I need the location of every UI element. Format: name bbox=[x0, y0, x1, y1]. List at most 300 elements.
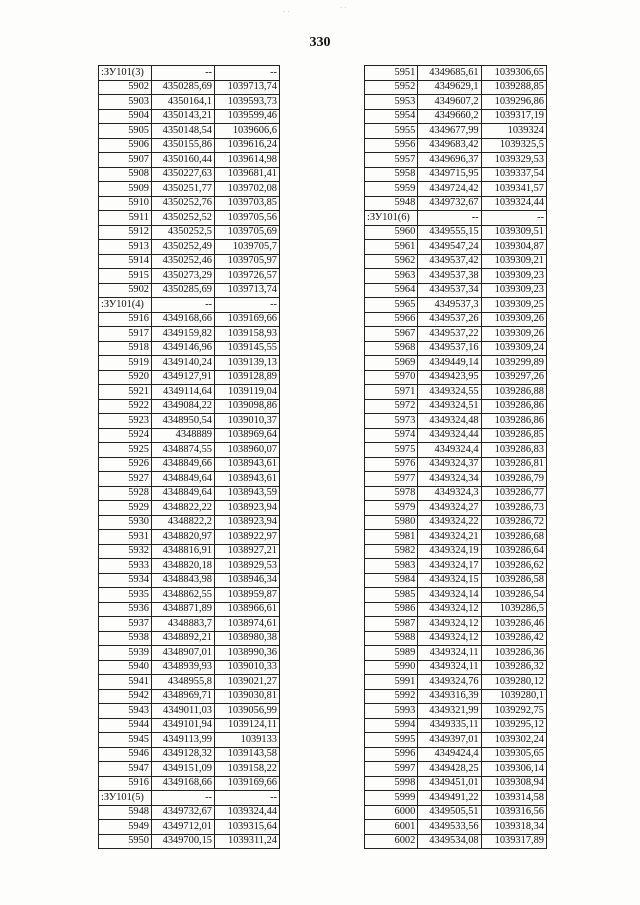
y-coordinate-cell: 1038922,97 bbox=[215, 530, 280, 545]
land-plot-label-cell: :ЗУ101(5) bbox=[99, 791, 152, 806]
point-number-cell: 5914 bbox=[99, 254, 152, 269]
y-coordinate-cell: 1039309,51 bbox=[481, 225, 546, 240]
point-number-cell: 5967 bbox=[365, 327, 418, 342]
y-coordinate-cell: 1039309,21 bbox=[481, 254, 546, 269]
x-coordinate-cell: 4348874,55 bbox=[152, 443, 215, 458]
y-coordinate-cell: 1039286,86 bbox=[481, 399, 546, 414]
point-number-cell: 5983 bbox=[365, 559, 418, 574]
point-number-cell: 5963 bbox=[365, 269, 418, 284]
table-row bbox=[99, 501, 280, 516]
y-coordinate-cell: 1039286,32 bbox=[481, 660, 546, 675]
y-coordinate-cell: 1039133 bbox=[215, 733, 280, 748]
x-coordinate-cell: 4349537,34 bbox=[418, 283, 481, 298]
x-coordinate-cell: 4349324,34 bbox=[418, 472, 481, 487]
x-coordinate-cell: 4349324,37 bbox=[418, 457, 481, 472]
x-coordinate-cell: 4349397,01 bbox=[418, 733, 481, 748]
point-number-cell: 5923 bbox=[99, 414, 152, 429]
point-number-cell: 5950 bbox=[99, 834, 152, 849]
point-number-cell: 5975 bbox=[365, 443, 418, 458]
x-coordinate-cell: 4349151,09 bbox=[152, 762, 215, 777]
x-coordinate-cell: 4349537,38 bbox=[418, 269, 481, 284]
table-row bbox=[365, 138, 547, 153]
table-row bbox=[365, 225, 547, 240]
x-coordinate-cell: 4350160,44 bbox=[152, 153, 215, 168]
y-coordinate-cell: 1039318,34 bbox=[481, 820, 546, 835]
x-coordinate-cell: 4349101,94 bbox=[152, 718, 215, 733]
table-row bbox=[99, 95, 280, 110]
table-row bbox=[365, 660, 547, 675]
table-row bbox=[99, 138, 280, 153]
point-number-cell: 5954 bbox=[365, 109, 418, 124]
y-coordinate-cell: 1039021,27 bbox=[215, 675, 280, 690]
x-coordinate-cell: 4350227,63 bbox=[152, 167, 215, 182]
x-coordinate-cell: 4349324,12 bbox=[418, 631, 481, 646]
x-coordinate-cell: 4349537,16 bbox=[418, 341, 481, 356]
y-coordinate-cell: 1039139,13 bbox=[215, 356, 280, 371]
x-coordinate-cell: 4349324,14 bbox=[418, 588, 481, 603]
x-coordinate-cell: -- bbox=[152, 66, 215, 81]
y-coordinate-cell: 1039030,81 bbox=[215, 689, 280, 704]
x-coordinate-cell: 4350285,69 bbox=[152, 283, 215, 298]
table-row bbox=[99, 776, 280, 791]
point-number-cell: 5948 bbox=[99, 805, 152, 820]
table-row bbox=[99, 443, 280, 458]
point-number-cell: 5936 bbox=[99, 602, 152, 617]
y-coordinate-cell: 1039158,22 bbox=[215, 762, 280, 777]
table-row bbox=[99, 370, 280, 385]
table-row bbox=[99, 182, 280, 197]
x-coordinate-cell: 4349324,22 bbox=[418, 515, 481, 530]
x-coordinate-cell: 4349324,21 bbox=[418, 530, 481, 545]
y-coordinate-cell: 1039286,79 bbox=[481, 472, 546, 487]
y-coordinate-cell: 1039128,89 bbox=[215, 370, 280, 385]
x-coordinate-cell: 4348816,91 bbox=[152, 544, 215, 559]
x-coordinate-cell: 4349324,12 bbox=[418, 602, 481, 617]
x-coordinate-cell: 4348820,97 bbox=[152, 530, 215, 545]
x-coordinate-cell: 4348955,8 bbox=[152, 675, 215, 690]
point-number-cell: 5955 bbox=[365, 124, 418, 139]
x-coordinate-cell: 4349547,24 bbox=[418, 240, 481, 255]
x-coordinate-cell: 4349335,11 bbox=[418, 718, 481, 733]
y-coordinate-cell: 1039593,73 bbox=[215, 95, 280, 110]
point-number-cell: 5989 bbox=[365, 646, 418, 661]
point-number-cell: 5949 bbox=[99, 820, 152, 835]
table-row bbox=[99, 80, 280, 95]
table-row bbox=[365, 515, 547, 530]
table-row bbox=[99, 428, 280, 443]
point-number-cell: 5931 bbox=[99, 530, 152, 545]
y-coordinate-cell: 1039304,87 bbox=[481, 240, 546, 255]
point-number-cell: 5952 bbox=[365, 80, 418, 95]
x-coordinate-cell: 4349683,42 bbox=[418, 138, 481, 153]
table-row bbox=[365, 733, 547, 748]
table-row bbox=[365, 312, 547, 327]
y-coordinate-cell: 1039311,24 bbox=[215, 834, 280, 849]
x-coordinate-cell: 4348862,55 bbox=[152, 588, 215, 603]
x-coordinate-cell: 4349685,61 bbox=[418, 66, 481, 81]
point-number-cell: 5984 bbox=[365, 573, 418, 588]
y-coordinate-cell: 1039309,26 bbox=[481, 312, 546, 327]
point-number-cell: 5924 bbox=[99, 428, 152, 443]
y-coordinate-cell: 1039705,69 bbox=[215, 225, 280, 240]
x-coordinate-cell: 4349140,24 bbox=[152, 356, 215, 371]
y-coordinate-cell: 1039306,14 bbox=[481, 762, 546, 777]
table-row bbox=[99, 747, 280, 762]
y-coordinate-cell: 1039286,72 bbox=[481, 515, 546, 530]
table-group-header-row bbox=[99, 298, 280, 313]
x-coordinate-cell: 4349607,2 bbox=[418, 95, 481, 110]
table-row bbox=[365, 80, 547, 95]
y-coordinate-cell: 1039286,88 bbox=[481, 385, 546, 400]
point-number-cell: 5995 bbox=[365, 733, 418, 748]
x-coordinate-cell: 4350285,69 bbox=[152, 80, 215, 95]
table-row bbox=[99, 588, 280, 603]
y-coordinate-cell: 1039315,64 bbox=[215, 820, 280, 835]
x-coordinate-cell: 4349324,51 bbox=[418, 399, 481, 414]
y-coordinate-cell: 1039169,66 bbox=[215, 776, 280, 791]
y-coordinate-cell: 1039324 bbox=[481, 124, 546, 139]
point-number-cell: 5913 bbox=[99, 240, 152, 255]
x-coordinate-cell: 4349113,99 bbox=[152, 733, 215, 748]
point-number-cell: 5979 bbox=[365, 501, 418, 516]
y-coordinate-cell: 1039309,25 bbox=[481, 298, 546, 313]
point-number-cell: 5939 bbox=[99, 646, 152, 661]
table-row bbox=[99, 573, 280, 588]
point-number-cell: 6001 bbox=[365, 820, 418, 835]
point-number-cell: 5904 bbox=[99, 109, 152, 124]
y-coordinate-cell: 1039705,7 bbox=[215, 240, 280, 255]
point-number-cell: 5912 bbox=[99, 225, 152, 240]
table-row bbox=[365, 573, 547, 588]
y-coordinate-cell: 1039286,68 bbox=[481, 530, 546, 545]
y-coordinate-cell: 1039316,56 bbox=[481, 805, 546, 820]
point-number-cell: 5972 bbox=[365, 399, 418, 414]
x-coordinate-cell: 4350252,5 bbox=[152, 225, 215, 240]
point-number-cell: 5973 bbox=[365, 414, 418, 429]
x-coordinate-cell: 4349127,91 bbox=[152, 370, 215, 385]
y-coordinate-cell: 1039295,12 bbox=[481, 718, 546, 733]
point-number-cell: 5944 bbox=[99, 718, 152, 733]
point-number-cell: 5903 bbox=[99, 95, 152, 110]
y-coordinate-cell: 1039614,98 bbox=[215, 153, 280, 168]
table-row bbox=[365, 341, 547, 356]
y-coordinate-cell: 1038923,94 bbox=[215, 501, 280, 516]
point-number-cell: 5908 bbox=[99, 167, 152, 182]
x-coordinate-cell: 4349424,4 bbox=[418, 747, 481, 762]
x-coordinate-cell: 4349449,14 bbox=[418, 356, 481, 371]
y-coordinate-cell: 1039119,04 bbox=[215, 385, 280, 400]
y-coordinate-cell: 1038974,61 bbox=[215, 617, 280, 632]
x-coordinate-cell: 4349423,95 bbox=[418, 370, 481, 385]
y-coordinate-cell: 1039314,58 bbox=[481, 791, 546, 806]
point-number-cell: 5933 bbox=[99, 559, 152, 574]
point-number-cell: 5958 bbox=[365, 167, 418, 182]
y-coordinate-cell: 1039726,57 bbox=[215, 269, 280, 284]
x-coordinate-cell: 4349537,22 bbox=[418, 327, 481, 342]
table-row bbox=[365, 167, 547, 182]
table-row bbox=[99, 225, 280, 240]
x-coordinate-cell: 4349324,48 bbox=[418, 414, 481, 429]
table-row bbox=[365, 559, 547, 574]
x-coordinate-cell: 4348889 bbox=[152, 428, 215, 443]
point-number-cell: 5946 bbox=[99, 747, 152, 762]
x-coordinate-cell: 4350164,1 bbox=[152, 95, 215, 110]
table-row bbox=[365, 689, 547, 704]
y-coordinate-cell: 1039341,57 bbox=[481, 182, 546, 197]
point-number-cell: 5968 bbox=[365, 341, 418, 356]
table-row bbox=[365, 834, 547, 849]
y-coordinate-cell: 1039317,19 bbox=[481, 109, 546, 124]
table-row bbox=[365, 240, 547, 255]
table-row bbox=[99, 733, 280, 748]
y-coordinate-cell: 1039606,6 bbox=[215, 124, 280, 139]
x-coordinate-cell: 4349128,32 bbox=[152, 747, 215, 762]
table-row bbox=[365, 747, 547, 762]
table-row bbox=[99, 762, 280, 777]
table-row bbox=[99, 240, 280, 255]
y-coordinate-cell: 1039280,12 bbox=[481, 675, 546, 690]
point-number-cell: 5929 bbox=[99, 501, 152, 516]
point-number-cell: 5902 bbox=[99, 283, 152, 298]
x-coordinate-cell: 4349700,15 bbox=[152, 834, 215, 849]
x-coordinate-cell: 4348871,89 bbox=[152, 602, 215, 617]
table-row bbox=[99, 327, 280, 342]
y-coordinate-cell: 1039296,86 bbox=[481, 95, 546, 110]
table-row bbox=[365, 385, 547, 400]
table-row bbox=[99, 211, 280, 226]
y-coordinate-cell: 1039702,08 bbox=[215, 182, 280, 197]
y-coordinate-cell: 1039337,54 bbox=[481, 167, 546, 182]
land-plot-label-cell: :ЗУ101(4) bbox=[99, 298, 152, 313]
point-number-cell: 5926 bbox=[99, 457, 152, 472]
y-coordinate-cell: 1039169,66 bbox=[215, 312, 280, 327]
y-coordinate-cell: 1039143,58 bbox=[215, 747, 280, 762]
point-number-cell: 5941 bbox=[99, 675, 152, 690]
point-number-cell: 5957 bbox=[365, 153, 418, 168]
y-coordinate-cell: 1039158,93 bbox=[215, 327, 280, 342]
y-coordinate-cell: 1039309,26 bbox=[481, 327, 546, 342]
table-row bbox=[99, 109, 280, 124]
table-row bbox=[365, 254, 547, 269]
table-row bbox=[365, 109, 547, 124]
point-number-cell: 5996 bbox=[365, 747, 418, 762]
y-coordinate-cell: 1039329,53 bbox=[481, 153, 546, 168]
x-coordinate-cell: 4349324,11 bbox=[418, 660, 481, 675]
point-number-cell: 5919 bbox=[99, 356, 152, 371]
point-number-cell: 5986 bbox=[365, 602, 418, 617]
x-coordinate-cell: 4349324,76 bbox=[418, 675, 481, 690]
y-coordinate-cell: 1039309,23 bbox=[481, 269, 546, 284]
table-row bbox=[99, 646, 280, 661]
y-coordinate-cell: 1039286,86 bbox=[481, 414, 546, 429]
point-number-cell: 5937 bbox=[99, 617, 152, 632]
point-number-cell: 5956 bbox=[365, 138, 418, 153]
point-number-cell: 5940 bbox=[99, 660, 152, 675]
point-number-cell: 5966 bbox=[365, 312, 418, 327]
table-row bbox=[99, 834, 280, 849]
point-number-cell: 5969 bbox=[365, 356, 418, 371]
y-coordinate-cell: 1039309,23 bbox=[481, 283, 546, 298]
x-coordinate-cell: 4349324,11 bbox=[418, 646, 481, 661]
point-number-cell: 5907 bbox=[99, 153, 152, 168]
coordinates-table-right bbox=[364, 65, 547, 849]
x-coordinate-cell: 4348822,22 bbox=[152, 501, 215, 516]
table-row bbox=[99, 269, 280, 284]
x-coordinate-cell: 4350155,86 bbox=[152, 138, 215, 153]
y-coordinate-cell: 1038943,61 bbox=[215, 472, 280, 487]
point-number-cell: 5942 bbox=[99, 689, 152, 704]
table-row bbox=[365, 428, 547, 443]
point-number-cell: 5982 bbox=[365, 544, 418, 559]
x-coordinate-cell: 4349715,95 bbox=[418, 167, 481, 182]
x-coordinate-cell: 4348883,7 bbox=[152, 617, 215, 632]
table-row bbox=[99, 399, 280, 414]
table-row bbox=[99, 385, 280, 400]
table-group-header-row bbox=[99, 791, 280, 806]
x-coordinate-cell: -- bbox=[152, 791, 215, 806]
point-number-cell: 5948 bbox=[365, 196, 418, 211]
y-coordinate-cell: 1039124,11 bbox=[215, 718, 280, 733]
x-coordinate-cell: 4348820,18 bbox=[152, 559, 215, 574]
x-coordinate-cell: 4349537,3 bbox=[418, 298, 481, 313]
y-coordinate-cell: 1039309,24 bbox=[481, 341, 546, 356]
table-row bbox=[99, 414, 280, 429]
table-row bbox=[99, 515, 280, 530]
table-row bbox=[365, 327, 547, 342]
x-coordinate-cell: 4349168,66 bbox=[152, 776, 215, 791]
x-coordinate-cell: 4349629,1 bbox=[418, 80, 481, 95]
x-coordinate-cell: 4349534,08 bbox=[418, 834, 481, 849]
x-coordinate-cell: 4348849,64 bbox=[152, 486, 215, 501]
page-number: 330 bbox=[309, 35, 331, 50]
y-coordinate-cell: 1039713,74 bbox=[215, 283, 280, 298]
x-coordinate-cell: 4349724,42 bbox=[418, 182, 481, 197]
table-row bbox=[99, 675, 280, 690]
point-number-cell: 5945 bbox=[99, 733, 152, 748]
table-row bbox=[365, 298, 547, 313]
point-number-cell: 5921 bbox=[99, 385, 152, 400]
y-coordinate-cell: 1039010,33 bbox=[215, 660, 280, 675]
point-number-cell: 5971 bbox=[365, 385, 418, 400]
y-coordinate-cell: 1038966,61 bbox=[215, 602, 280, 617]
point-number-cell: 5917 bbox=[99, 327, 152, 342]
point-number-cell: 5962 bbox=[365, 254, 418, 269]
table-row bbox=[365, 530, 547, 545]
table-row bbox=[365, 646, 547, 661]
point-number-cell: 5922 bbox=[99, 399, 152, 414]
table-row bbox=[99, 356, 280, 371]
point-number-cell: 5997 bbox=[365, 762, 418, 777]
table-row bbox=[99, 689, 280, 704]
table-row bbox=[365, 762, 547, 777]
y-coordinate-cell: 1039286,54 bbox=[481, 588, 546, 603]
table-row bbox=[365, 457, 547, 472]
table-group-header-row bbox=[99, 66, 280, 81]
table-row bbox=[365, 805, 547, 820]
table-row bbox=[365, 501, 547, 516]
point-number-cell: 5985 bbox=[365, 588, 418, 603]
y-coordinate-cell: 1039286,73 bbox=[481, 501, 546, 516]
y-coordinate-cell: 1039324,44 bbox=[215, 805, 280, 820]
table-row bbox=[99, 602, 280, 617]
table-row bbox=[365, 153, 547, 168]
y-coordinate-cell: 1039286,85 bbox=[481, 428, 546, 443]
point-number-cell: 5999 bbox=[365, 791, 418, 806]
x-coordinate-cell: 4348907,01 bbox=[152, 646, 215, 661]
point-number-cell: 5927 bbox=[99, 472, 152, 487]
table-row bbox=[99, 167, 280, 182]
table-row bbox=[365, 602, 547, 617]
table-row bbox=[365, 675, 547, 690]
y-coordinate-cell: 1038946,34 bbox=[215, 573, 280, 588]
point-number-cell: 5951 bbox=[365, 66, 418, 81]
land-plot-label-cell: :ЗУ101(3) bbox=[99, 66, 152, 81]
point-number-cell: 5977 bbox=[365, 472, 418, 487]
y-coordinate-cell: 1039616,24 bbox=[215, 138, 280, 153]
x-coordinate-cell: 4348843,98 bbox=[152, 573, 215, 588]
table-row bbox=[99, 820, 280, 835]
table-row bbox=[365, 414, 547, 429]
point-number-cell: 6000 bbox=[365, 805, 418, 820]
table-row bbox=[365, 66, 547, 81]
point-number-cell: 5976 bbox=[365, 457, 418, 472]
table-row bbox=[365, 820, 547, 835]
point-number-cell: 5915 bbox=[99, 269, 152, 284]
y-coordinate-cell: -- bbox=[215, 791, 280, 806]
y-coordinate-cell: 1039145,55 bbox=[215, 341, 280, 356]
x-coordinate-cell: 4349537,26 bbox=[418, 312, 481, 327]
y-coordinate-cell: -- bbox=[215, 66, 280, 81]
x-coordinate-cell: 4349084,22 bbox=[152, 399, 215, 414]
y-coordinate-cell: 1039324,44 bbox=[481, 196, 546, 211]
x-coordinate-cell: 4348849,64 bbox=[152, 472, 215, 487]
x-coordinate-cell: 4350252,49 bbox=[152, 240, 215, 255]
point-number-cell: 5990 bbox=[365, 660, 418, 675]
x-coordinate-cell: 4349321,99 bbox=[418, 704, 481, 719]
y-coordinate-cell: 1039286,42 bbox=[481, 631, 546, 646]
point-number-cell: 5910 bbox=[99, 196, 152, 211]
table-row bbox=[99, 559, 280, 574]
table-row bbox=[365, 269, 547, 284]
y-coordinate-cell: 1038960,07 bbox=[215, 443, 280, 458]
point-number-cell: 5988 bbox=[365, 631, 418, 646]
table-row bbox=[365, 791, 547, 806]
x-coordinate-cell: 4349677,99 bbox=[418, 124, 481, 139]
x-coordinate-cell: 4349011,03 bbox=[152, 704, 215, 719]
x-coordinate-cell: 4349491,22 bbox=[418, 791, 481, 806]
x-coordinate-cell: 4349324,27 bbox=[418, 501, 481, 516]
point-number-cell: 5981 bbox=[365, 530, 418, 545]
x-coordinate-cell: 4350251,77 bbox=[152, 182, 215, 197]
y-coordinate-cell: 1038927,21 bbox=[215, 544, 280, 559]
x-coordinate-cell: 4349696,37 bbox=[418, 153, 481, 168]
table-row bbox=[99, 660, 280, 675]
x-coordinate-cell: 4349159,82 bbox=[152, 327, 215, 342]
table-row bbox=[99, 718, 280, 733]
table-row bbox=[365, 124, 547, 139]
y-coordinate-cell: 1039705,56 bbox=[215, 211, 280, 226]
y-coordinate-cell: 1038990,36 bbox=[215, 646, 280, 661]
point-number-cell: 5934 bbox=[99, 573, 152, 588]
point-number-cell: 5935 bbox=[99, 588, 152, 603]
x-coordinate-cell: 4350252,46 bbox=[152, 254, 215, 269]
y-coordinate-cell: 1039292,75 bbox=[481, 704, 546, 719]
table-row bbox=[99, 704, 280, 719]
x-coordinate-cell: 4349732,67 bbox=[152, 805, 215, 820]
point-number-cell: 5932 bbox=[99, 544, 152, 559]
y-coordinate-cell: -- bbox=[481, 211, 546, 226]
scan-artifact: · · bbox=[340, 4, 347, 12]
